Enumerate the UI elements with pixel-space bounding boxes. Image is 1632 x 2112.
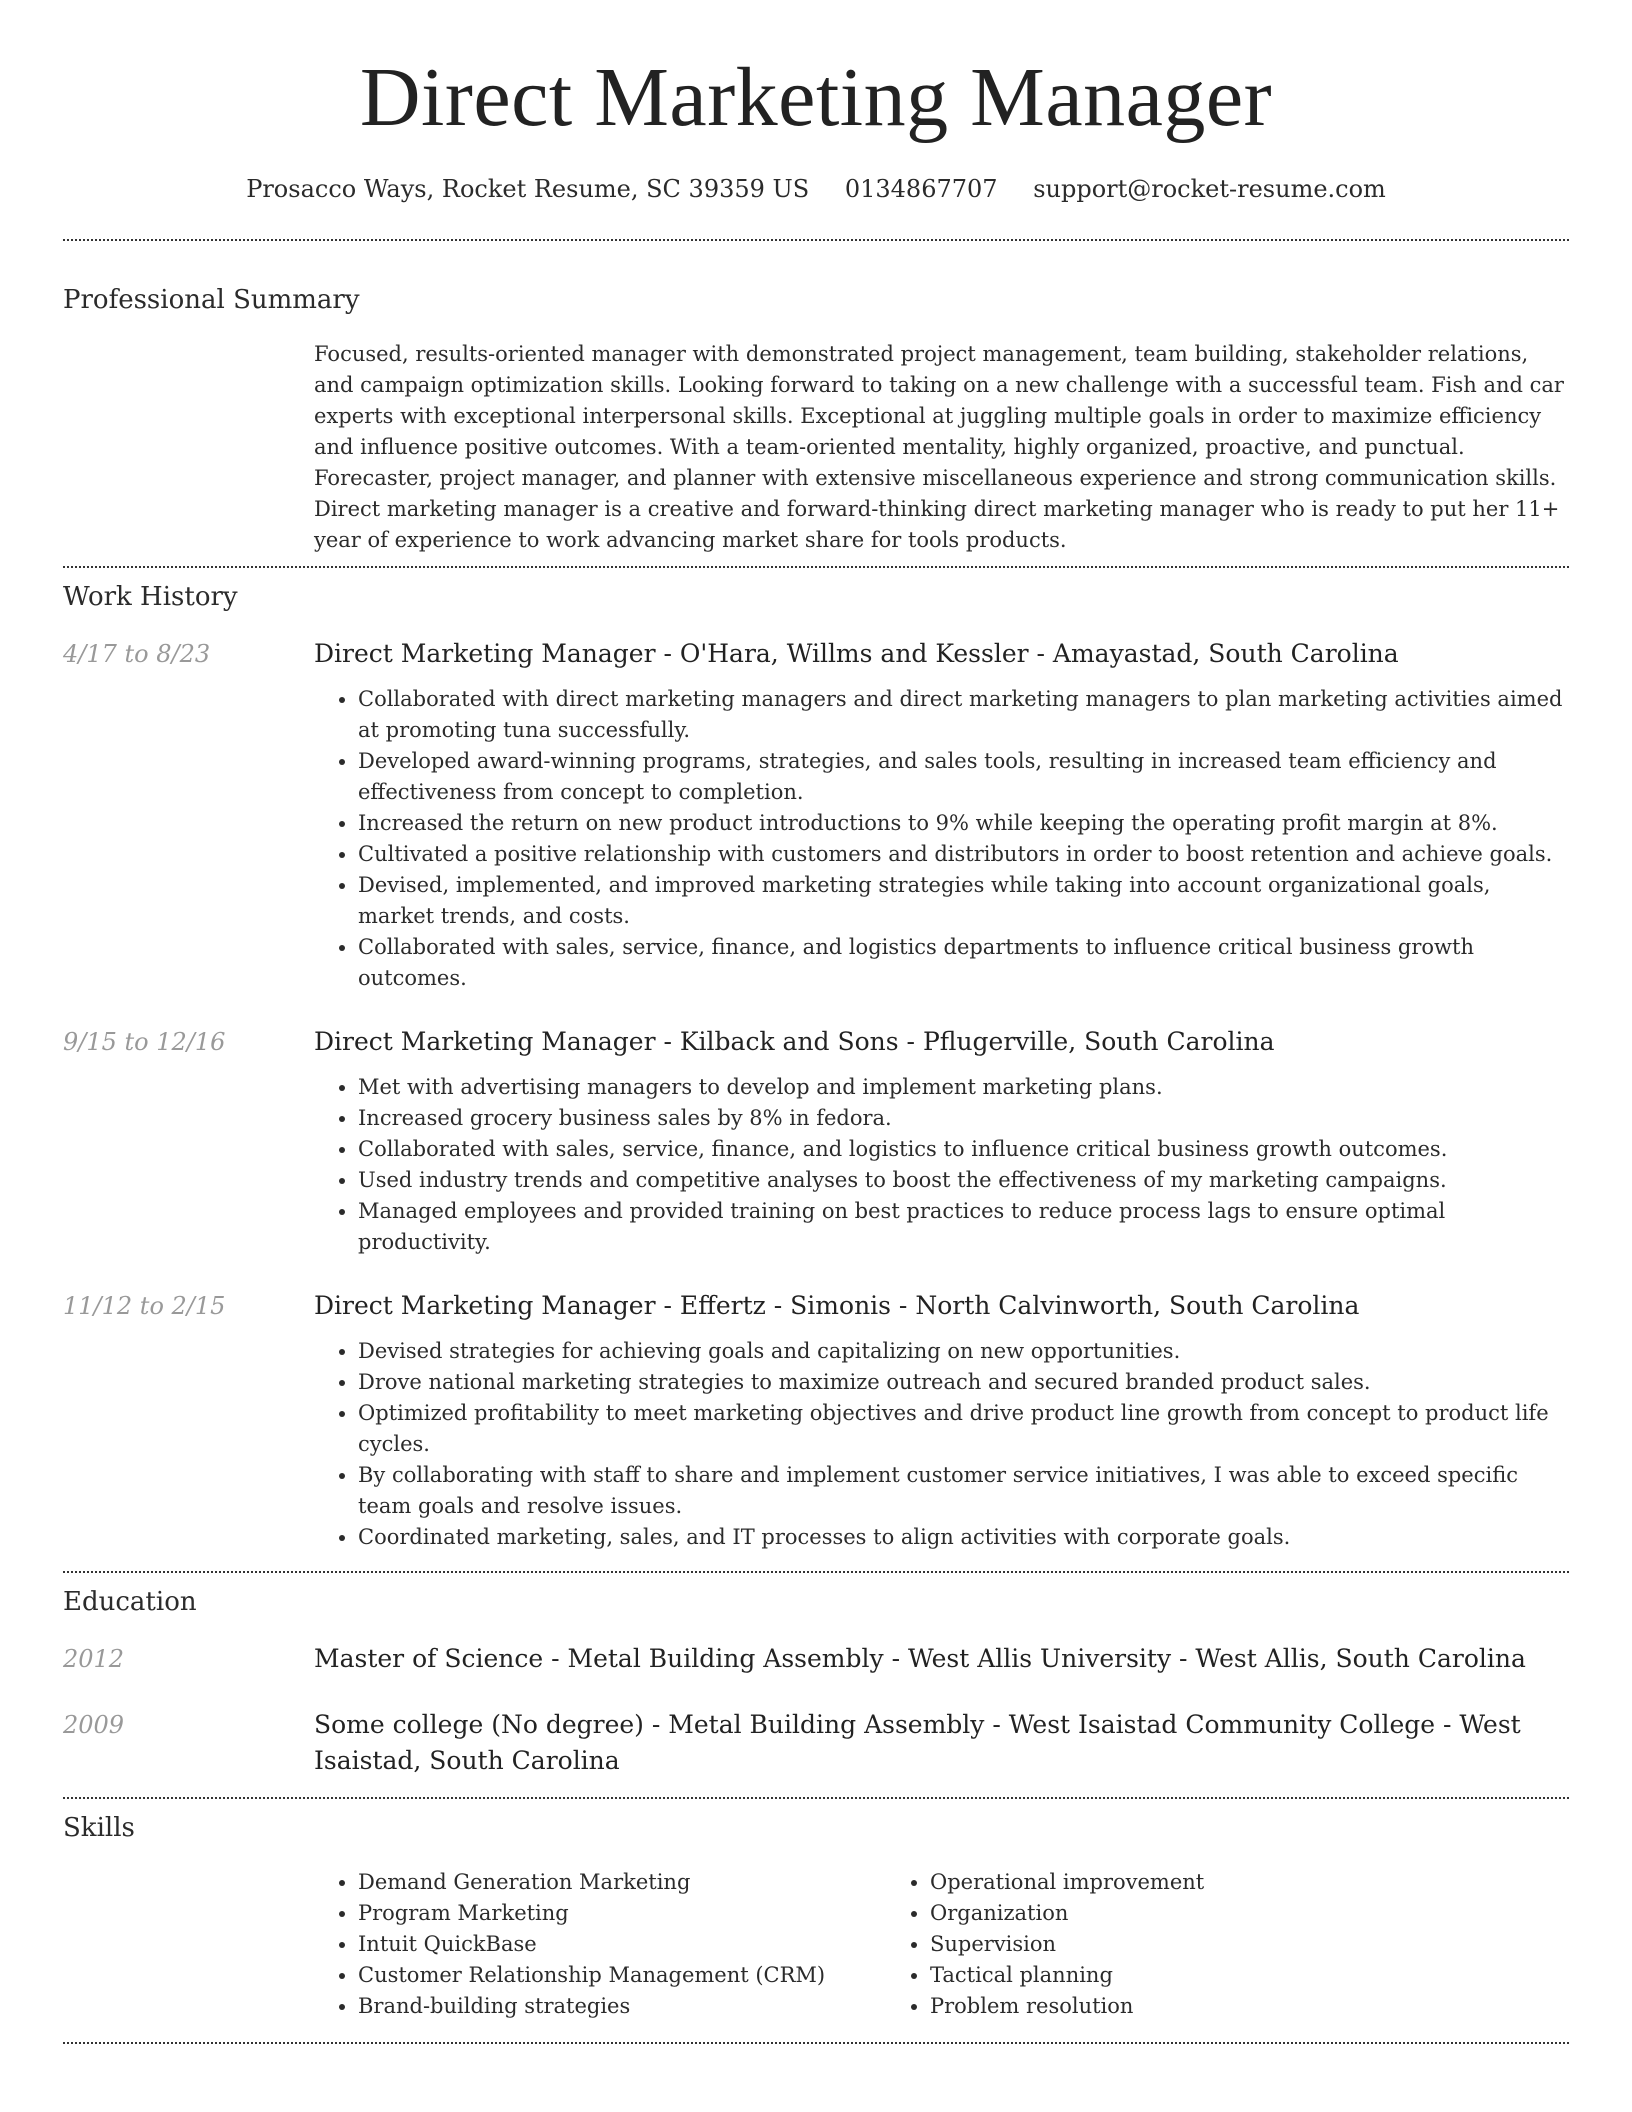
skills-column-2 (886, 1867, 1569, 2022)
summary-text: Focused, results-oriented manager with demonstrated project management, team building, stakeholder relations, and campaign optimization skills. Looking forward to taking on a new challenge with a successful team. Fish and car experts with exceptional interpersonal skills. Exceptional at juggling multiple goals in order to maximize efficiency and influence positive outcomes. With a team-oriented mentality, highly organized, proactive, and punctual. Forecaster, project manager, and planner with extensive miscellaneous experience and strong communication skills. Direct marketing manager is a creative and forward-thinking direct marketing manager who is ready to put her 11+ year of experience to work advancing market share for tools products. (314, 342, 1564, 552)
list-item: • Coordinated marketing, sales, and IT processes to align activities with corporate goals. (358, 1522, 1569, 1553)
list-item: • Cultivated a positive relationship with customers and distributors in order to boost retention and achieve goals. (358, 839, 1569, 870)
education-entry (63, 1707, 1569, 1779)
job-entry (63, 1024, 1569, 1258)
divider (63, 2042, 1569, 2044)
job-body (314, 636, 1569, 994)
divider (63, 566, 1569, 568)
job-entry (63, 1288, 1569, 1553)
list-item: • Collaborated with direct marketing managers and direct marketing managers to plan marketing activities aimed at promoting tuna successfully. (358, 684, 1569, 746)
section-title-summary: Professional Summary (63, 285, 360, 315)
education-entry (63, 1641, 1569, 1677)
education-heading: Master of Science - Metal Building Assembly - West Allis University - West Allis, South Carolina (314, 1644, 1526, 1673)
skills-list (314, 1867, 1569, 2022)
divider (63, 1797, 1569, 1799)
list-item: • Supervision (930, 1929, 1569, 1960)
list-item: • Collaborated with sales, service, finance, and logistics departments to influence critical business growth outcomes. (358, 932, 1569, 994)
divider (63, 1571, 1569, 1573)
education-date: 2009 (63, 1711, 125, 1739)
skills-column-1 (314, 1867, 886, 2022)
list-item: • Managed employees and provided training on best practices to reduce process lags to ensure optimal productivity. (358, 1196, 1569, 1258)
list-item: • Demand Generation Marketing (358, 1867, 886, 1898)
divider (63, 239, 1569, 241)
list-item: • Devised strategies for achieving goals and capitalizing on new opportunities. (358, 1336, 1569, 1367)
list-item: • Operational improvement (930, 1867, 1569, 1898)
job-bullets (314, 1072, 1569, 1258)
job-body (314, 1288, 1569, 1553)
list-item: • Drove national marketing strategies to maximize outreach and secured branded product sales. (358, 1367, 1569, 1398)
job-heading: Direct Marketing Manager - Effertz - Simonis - North Calvinworth, South Carolina (314, 1291, 1360, 1320)
section-title-skills: Skills (63, 1813, 135, 1843)
list-item: • By collaborating with staff to share and implement customer service initiatives, I was able to exceed specific team goals and resolve issues. (358, 1460, 1569, 1522)
list-item: • Organization (930, 1898, 1569, 1929)
section-title-education: Education (63, 1587, 197, 1617)
list-item: • Increased grocery business sales by 8% in fedora. (358, 1103, 1569, 1134)
list-item: • Intuit QuickBase (358, 1929, 886, 1960)
list-item: • Met with advertising managers to develop and implement marketing plans. (358, 1072, 1569, 1103)
job-body (314, 1024, 1569, 1258)
contact-email: support@rocket-resume.com (1033, 175, 1386, 203)
list-item: • Developed award-winning programs, strategies, and sales tools, resulting in increased team efficiency and effectiveness from concept to completion. (358, 746, 1569, 808)
list-item: • Program Marketing (358, 1898, 886, 1929)
job-bullets (314, 684, 1569, 994)
list-item: • Increased the return on new product introductions to 9% while keeping the operating profit margin at 8%. (358, 808, 1569, 839)
contact-line (63, 172, 1569, 206)
contact-address: Prosacco Ways, Rocket Resume, SC 39359 US (246, 175, 810, 203)
list-item: • Problem resolution (930, 1991, 1569, 2022)
list-item: • Tactical planning (930, 1960, 1569, 1991)
contact-phone: 0134867707 (844, 175, 998, 203)
education-body (314, 1707, 1569, 1779)
list-item: • Optimized profitability to meet marketing objectives and drive product line growth from concept to product life cycles. (358, 1398, 1569, 1460)
job-heading: Direct Marketing Manager - O'Hara, Willms and Kessler - Amayastad, South Carolina (314, 639, 1399, 668)
job-entry (63, 636, 1569, 994)
education-date: 2012 (63, 1645, 125, 1673)
list-item: • Collaborated with sales, service, finance, and logistics to influence critical business growth outcomes. (358, 1134, 1569, 1165)
job-bullets (314, 1336, 1569, 1553)
education-heading: Some college (No degree) - Metal Building Assembly - West Isaistad Community College - West Isaistad, South Carolina (314, 1710, 1521, 1775)
job-date: 11/12 to 2/15 (63, 1292, 226, 1320)
job-date: 4/17 to 8/23 (63, 640, 211, 668)
job-heading: Direct Marketing Manager - Kilback and Sons - Pflugerville, South Carolina (314, 1027, 1275, 1056)
resume-name: Direct Marketing Manager (359, 51, 1273, 144)
list-item: • Brand-building strategies (358, 1991, 886, 2022)
education-body (314, 1641, 1569, 1677)
list-item: • Customer Relationship Management (CRM) (358, 1960, 886, 1991)
list-item: • Used industry trends and competitive analyses to boost the effectiveness of my marketing campaigns. (358, 1165, 1569, 1196)
section-title-work: Work History (63, 582, 238, 612)
job-date: 9/15 to 12/16 (63, 1028, 226, 1056)
list-item: • Devised, implemented, and improved marketing strategies while taking into account organizational goals, market trends, and costs. (358, 870, 1569, 932)
